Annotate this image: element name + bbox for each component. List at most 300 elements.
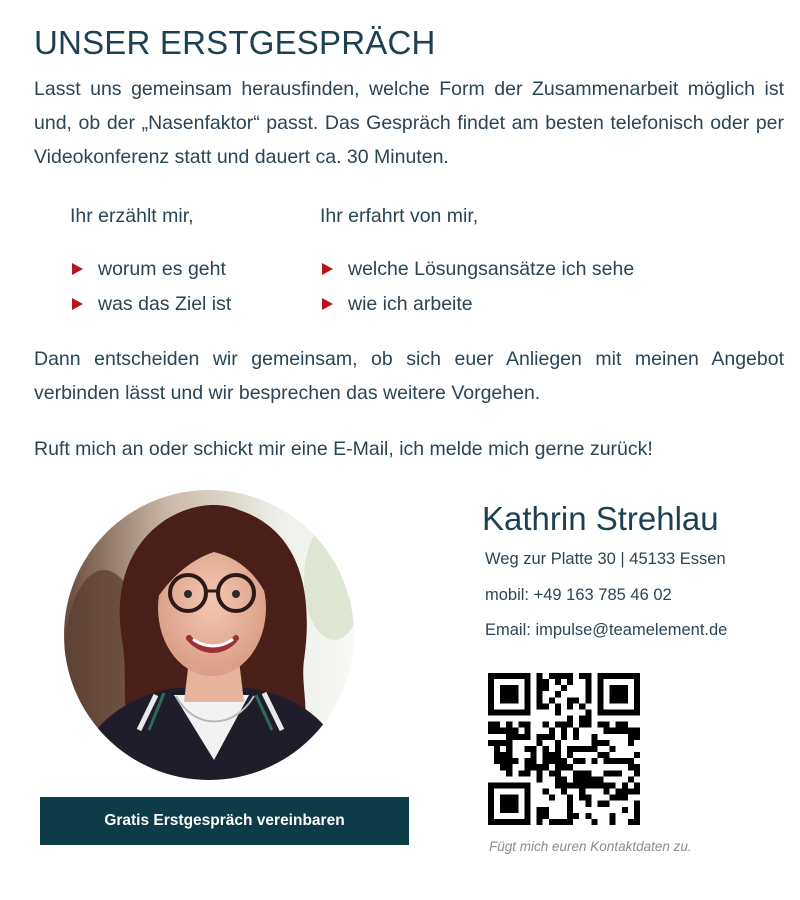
qr-module: [634, 807, 640, 813]
qr-module: [494, 728, 500, 734]
qr-module: [524, 770, 530, 776]
qr-module: [524, 782, 530, 788]
qr-module: [616, 789, 622, 795]
qr-module: [634, 819, 640, 825]
qr-module: [634, 734, 640, 740]
qr-module: [512, 728, 518, 734]
triangle-right-icon: [322, 298, 333, 310]
qr-module: [506, 770, 512, 776]
qr-module: [561, 789, 567, 795]
qr-module: [622, 758, 628, 764]
qr-module: [628, 819, 634, 825]
qr-module: [573, 770, 579, 776]
qr-module: [524, 734, 530, 740]
list-item-label: worum es geht: [98, 258, 226, 280]
qr-module: [561, 819, 567, 825]
qr-module: [610, 770, 616, 776]
qr-module: [494, 782, 500, 788]
qr-module: [537, 776, 543, 782]
qr-module: [604, 789, 610, 795]
qr-module: [537, 770, 543, 776]
qr-module: [506, 752, 512, 758]
right-column: [320, 200, 634, 322]
qr-module: [628, 734, 634, 740]
qr-module: [561, 758, 567, 764]
qr-module: [506, 685, 512, 691]
qr-module: [634, 770, 640, 776]
qr-module: [531, 758, 537, 764]
qr-module: [555, 679, 561, 685]
qr-module: [597, 673, 603, 679]
qr-module: [537, 697, 543, 703]
qr-module: [597, 685, 603, 691]
qr-module: [524, 728, 530, 734]
qr-module: [585, 722, 591, 728]
qr-module: [524, 691, 530, 697]
qr-module: [555, 740, 561, 746]
qr-module: [604, 673, 610, 679]
contact-phone[interactable]: mobil: +49 163 785 46 02: [485, 586, 672, 604]
qr-module: [634, 801, 640, 807]
qr-code: [488, 673, 640, 825]
qr-module: [634, 709, 640, 715]
qr-module: [524, 679, 530, 685]
list-item: [72, 287, 231, 322]
qr-module: [579, 722, 585, 728]
qr-module: [543, 813, 549, 819]
qr-module: [597, 709, 603, 715]
qr-module: [616, 697, 622, 703]
qr-module: [555, 764, 561, 770]
qr-module: [567, 813, 573, 819]
contact-address: Weg zur Platte 30 | 45133 Essen: [485, 550, 726, 568]
book-consultation-button[interactable]: Gratis Erstgespräch vereinbaren: [40, 797, 409, 845]
qr-module: [549, 819, 555, 825]
qr-module: [604, 782, 610, 788]
qr-module: [488, 703, 494, 709]
qr-module: [567, 801, 573, 807]
qr-module: [500, 801, 506, 807]
qr-module: [610, 691, 616, 697]
qr-module: [500, 752, 506, 758]
qr-module: [597, 691, 603, 697]
qr-module: [537, 740, 543, 746]
qr-module: [567, 697, 573, 703]
right-column-title: Ihr erfahrt von mir,: [320, 205, 479, 227]
qr-module: [555, 758, 561, 764]
qr-module: [622, 789, 628, 795]
qr-module: [634, 789, 640, 795]
qr-module: [531, 746, 537, 752]
qr-module: [543, 746, 549, 752]
qr-module: [500, 685, 506, 691]
qr-module: [500, 673, 506, 679]
qr-module: [597, 801, 603, 807]
qr-module: [524, 807, 530, 813]
qr-module: [616, 709, 622, 715]
qr-module: [543, 789, 549, 795]
qr-module: [610, 746, 616, 752]
qr-module: [518, 819, 524, 825]
qr-module: [573, 734, 579, 740]
contact-email-line: [485, 621, 727, 640]
qr-module: [628, 764, 634, 770]
qr-module: [512, 697, 518, 703]
qr-module: [604, 722, 610, 728]
qr-module: [591, 740, 597, 746]
qr-module: [585, 813, 591, 819]
qr-module: [597, 740, 603, 746]
qr-module: [585, 801, 591, 807]
qr-module: [634, 782, 640, 788]
qr-module: [506, 801, 512, 807]
qr-module: [585, 685, 591, 691]
qr-module: [622, 728, 628, 734]
left-bullet-list: [70, 252, 231, 322]
qr-module: [628, 789, 634, 795]
qr-module: [549, 673, 555, 679]
qr-module: [567, 679, 573, 685]
qr-module: [585, 776, 591, 782]
qr-module: [567, 716, 573, 722]
qr-module: [628, 776, 634, 782]
qr-module: [567, 764, 573, 770]
qr-module: [494, 709, 500, 715]
qr-module: [585, 709, 591, 715]
portrait-photo: [64, 490, 354, 780]
triangle-right-icon: [72, 263, 83, 275]
qr-module: [537, 807, 543, 813]
qr-module: [622, 685, 628, 691]
qr-module: [616, 758, 622, 764]
qr-module: [488, 685, 494, 691]
qr-module: [506, 740, 512, 746]
qr-module: [549, 697, 555, 703]
qr-module: [500, 764, 506, 770]
qr-module: [537, 703, 543, 709]
qr-module: [561, 764, 567, 770]
qr-module: [622, 722, 628, 728]
qr-module: [622, 673, 628, 679]
qr-module: [512, 782, 518, 788]
qr-module: [506, 709, 512, 715]
qr-module: [634, 728, 640, 734]
qr-module: [591, 776, 597, 782]
qr-module: [573, 813, 579, 819]
qr-module: [543, 807, 549, 813]
qr-module: [518, 734, 524, 740]
qr-module: [604, 758, 610, 764]
qr-module: [524, 801, 530, 807]
qr-module: [610, 685, 616, 691]
qr-module: [518, 782, 524, 788]
qr-module: [524, 764, 530, 770]
qr-module: [579, 716, 585, 722]
right-bullet-list: [320, 252, 634, 322]
qr-module: [634, 697, 640, 703]
qr-module: [512, 673, 518, 679]
contact-invitation: Ruft mich an oder schickt mir eine E-Mail, ich melde mich gerne zurück!: [34, 438, 653, 460]
woman-portrait-icon: [64, 490, 354, 780]
list-item: [322, 287, 634, 322]
qr-module: [561, 728, 567, 734]
qr-module: [579, 789, 585, 795]
qr-module: [543, 764, 549, 770]
qr-module: [488, 813, 494, 819]
qr-module: [494, 819, 500, 825]
qr-module: [561, 734, 567, 740]
contact-name: Kathrin Strehlau: [482, 500, 719, 537]
qr-module: [506, 673, 512, 679]
list-item-label: was das Ziel ist: [98, 293, 232, 315]
qr-module: [500, 691, 506, 697]
qr-module: [488, 801, 494, 807]
qr-module: [634, 752, 640, 758]
qr-module: [579, 673, 585, 679]
qr-module: [537, 764, 543, 770]
qr-module: [543, 752, 549, 758]
qr-module: [512, 795, 518, 801]
qr-module: [634, 685, 640, 691]
qr-module: [628, 740, 634, 746]
qr-module: [622, 697, 628, 703]
qr-module: [555, 709, 561, 715]
qr-module: [585, 673, 591, 679]
qr-module: [573, 782, 579, 788]
qr-module: [500, 740, 506, 746]
qr-module: [488, 728, 494, 734]
qr-module: [622, 709, 628, 715]
qr-module: [610, 782, 616, 788]
qr-module: [591, 734, 597, 740]
qr-module: [543, 734, 549, 740]
qr-module: [561, 782, 567, 788]
email-label: Email:: [485, 621, 536, 639]
qr-module: [512, 801, 518, 807]
qr-module: [512, 807, 518, 813]
qr-module: [488, 819, 494, 825]
qr-module: [616, 673, 622, 679]
qr-module: [628, 728, 634, 734]
qr-module: [561, 776, 567, 782]
qr-module: [610, 673, 616, 679]
qr-module: [616, 691, 622, 697]
qr-module: [634, 764, 640, 770]
qr-module: [561, 673, 567, 679]
decision-paragraph: Dann entscheiden wir gemeinsam, ob sich euer Anliegen mit meinen Angebot verbinden lässt und wir besprechen das weitere Vorgehen.: [34, 348, 784, 404]
email-link[interactable]: impulse@teamelement.de: [535, 621, 728, 639]
qr-module: [585, 716, 591, 722]
qr-module: [579, 795, 585, 801]
qr-module: [616, 685, 622, 691]
qr-module: [597, 776, 603, 782]
qr-module: [543, 685, 549, 691]
qr-module: [597, 752, 603, 758]
qr-module: [494, 758, 500, 764]
qr-module: [579, 776, 585, 782]
qr-module: [549, 758, 555, 764]
qr-module: [488, 679, 494, 685]
triangle-right-icon: [72, 298, 83, 310]
qr-module: [500, 782, 506, 788]
qr-module: [537, 685, 543, 691]
qr-caption: Fügt mich euren Kontaktdaten zu.: [489, 839, 692, 854]
qr-module: [512, 709, 518, 715]
left-column-title: Ihr erzählt mir,: [70, 205, 194, 227]
list-item: [322, 252, 634, 287]
qr-module: [622, 691, 628, 697]
qr-module: [555, 722, 561, 728]
qr-module: [494, 673, 500, 679]
qr-module: [622, 795, 628, 801]
qr-module: [616, 795, 622, 801]
qr-module: [604, 740, 610, 746]
qr-module: [573, 728, 579, 734]
qr-module: [579, 770, 585, 776]
qr-module: [604, 801, 610, 807]
qr-module: [555, 776, 561, 782]
qr-module: [506, 764, 512, 770]
qr-module: [634, 679, 640, 685]
qr-module: [494, 752, 500, 758]
qr-module: [543, 722, 549, 728]
qr-module: [524, 697, 530, 703]
qr-module: [524, 795, 530, 801]
qr-module: [610, 819, 616, 825]
qr-module: [488, 709, 494, 715]
qr-module: [567, 722, 573, 728]
list-item-label: wie ich arbeite: [348, 293, 473, 315]
qr-module: [506, 758, 512, 764]
qr-module: [512, 819, 518, 825]
qr-module: [591, 782, 597, 788]
qr-module: [500, 728, 506, 734]
qr-module: [622, 807, 628, 813]
left-column: [70, 200, 231, 322]
qr-module: [555, 746, 561, 752]
qr-module: [531, 752, 537, 758]
qr-module: [494, 746, 500, 752]
qr-module: [555, 819, 561, 825]
qr-module: [591, 758, 597, 764]
qr-module: [616, 770, 622, 776]
qr-module: [585, 697, 591, 703]
list-item: [72, 252, 231, 287]
qr-module: [567, 752, 573, 758]
qr-module: [610, 813, 616, 819]
qr-module: [518, 709, 524, 715]
qr-module: [555, 752, 561, 758]
qr-module: [555, 703, 561, 709]
qr-module: [543, 703, 549, 709]
qr-module: [524, 709, 530, 715]
qr-module: [537, 819, 543, 825]
qr-module: [500, 709, 506, 715]
qr-module: [634, 813, 640, 819]
qr-module: [524, 722, 530, 728]
qr-module: [597, 697, 603, 703]
qr-module: [506, 697, 512, 703]
qr-module: [555, 691, 561, 697]
qr-module: [488, 795, 494, 801]
qr-module: [549, 734, 555, 740]
qr-module: [549, 752, 555, 758]
qr-module: [543, 679, 549, 685]
qr-module: [524, 789, 530, 795]
qr-module: [537, 813, 543, 819]
qr-module: [524, 819, 530, 825]
qr-module: [500, 807, 506, 813]
qr-module: [543, 758, 549, 764]
qr-module: [573, 746, 579, 752]
qr-module: [555, 673, 561, 679]
qr-module: [567, 795, 573, 801]
list-item-label: welche Lösungsansätze ich sehe: [348, 258, 635, 280]
qr-module: [506, 795, 512, 801]
qr-module: [628, 758, 634, 764]
qr-module: [512, 685, 518, 691]
qr-module: [604, 770, 610, 776]
qr-module: [604, 709, 610, 715]
qr-module: [585, 746, 591, 752]
qr-module: [585, 770, 591, 776]
qr-module: [567, 782, 573, 788]
qr-module: [518, 770, 524, 776]
qr-module: [567, 703, 573, 709]
qr-module: [573, 758, 579, 764]
qr-module: [506, 819, 512, 825]
qr-module: [610, 728, 616, 734]
qr-module: [585, 782, 591, 788]
qr-module: [573, 776, 579, 782]
qr-module: [524, 673, 530, 679]
qr-module: [549, 728, 555, 734]
qr-module: [518, 673, 524, 679]
qr-module: [573, 697, 579, 703]
qr-module: [597, 703, 603, 709]
qr-module: [488, 807, 494, 813]
qr-module: [494, 740, 500, 746]
qr-module: [591, 819, 597, 825]
qr-module: [555, 770, 561, 776]
qr-module: [524, 813, 530, 819]
qr-module: [524, 746, 530, 752]
qr-module: [537, 679, 543, 685]
qr-module: [488, 740, 494, 746]
qr-module: [506, 691, 512, 697]
qr-module: [579, 746, 585, 752]
qr-module: [488, 789, 494, 795]
qr-module: [488, 782, 494, 788]
qr-module: [512, 691, 518, 697]
qr-module: [610, 758, 616, 764]
qr-module: [506, 722, 512, 728]
qr-module: [567, 746, 573, 752]
intro-paragraph: Lasst uns gemeinsam herausfinden, welche Form der Zusammenarbeit möglich ist und, ob der „Nasenfaktor“ passt. Das Gespräch findet am besten telefonisch oder per Videokonferenz statt und dauert ca. 30 Minuten.: [34, 78, 784, 168]
qr-module: [561, 685, 567, 691]
triangle-right-icon: [322, 263, 333, 275]
qr-module: [561, 722, 567, 728]
qr-module: [616, 728, 622, 734]
qr-module: [537, 673, 543, 679]
qr-module: [634, 691, 640, 697]
qr-module: [567, 673, 573, 679]
qr-module: [616, 722, 622, 728]
qr-module: [585, 795, 591, 801]
qr-module: [506, 807, 512, 813]
qr-module: [585, 691, 591, 697]
qr-module: [591, 746, 597, 752]
